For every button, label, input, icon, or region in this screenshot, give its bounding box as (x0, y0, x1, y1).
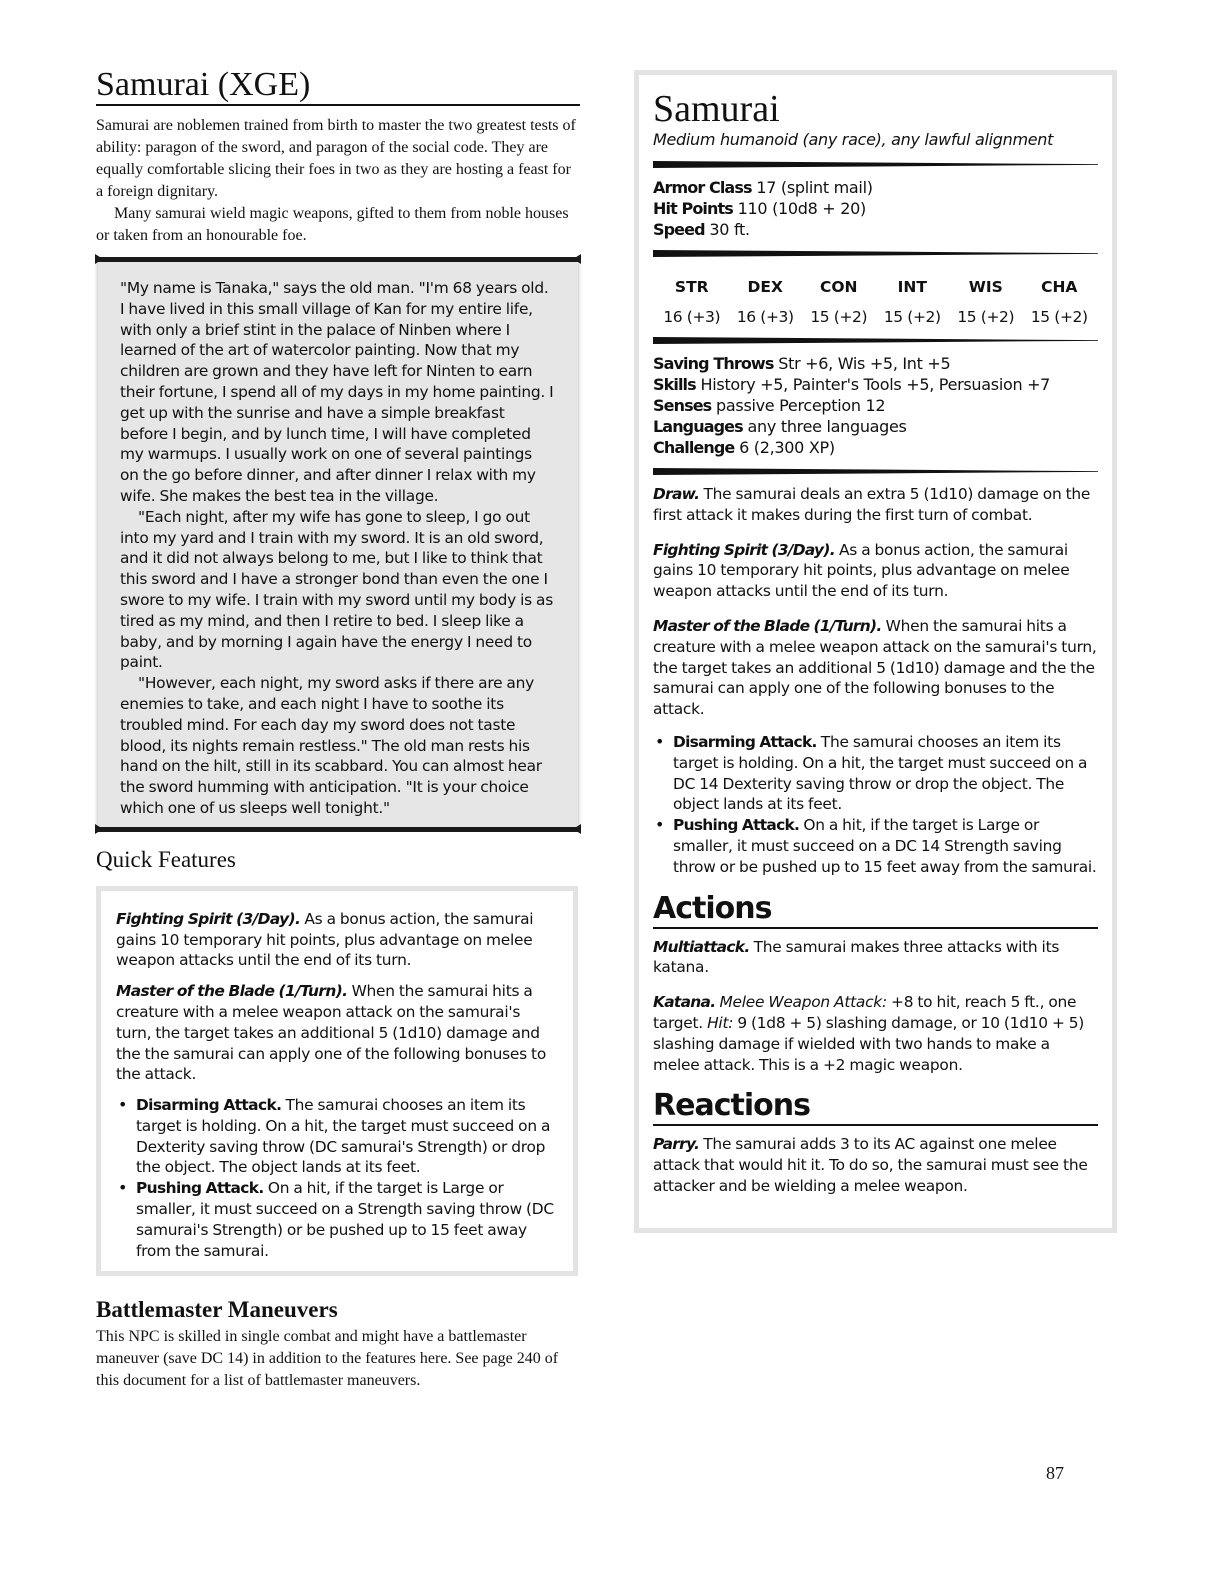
bullet-text: The samurai chooses an item its target is holding. On a hit, the target must succeed on a Dexterity saving throw (DC samurai's Strength) or drop the object. The object lands at its feet. (136, 1096, 551, 1177)
list-item-pushing-attack (653, 815, 1098, 877)
ability-score: 15 (+2) (1030, 308, 1088, 326)
ability-name: STR (674, 278, 709, 296)
stat-label: Speed (653, 220, 705, 239)
quote-paragraph: "However, each night, my sword asks if there are any enemies to take, and each night I have to soothe its troubled mind. For each day my sword does not taste blood, its nights remain restless." The old man rests his hand on the hilt, still in its scabbard. You can almost hear the sword humming with anticipation. "It is your choice which one of us sleeps well tonight." (120, 674, 542, 817)
stat-block (634, 70, 1117, 1233)
intro-text (96, 115, 580, 247)
ability-name: CON (819, 278, 858, 296)
list-item-disarming-attack (116, 1095, 555, 1178)
ability-name: WIS (968, 278, 1003, 296)
stat-label: Hit Points (653, 199, 733, 218)
trait-name: Fighting Spirit (3/Day). (653, 540, 835, 559)
feature-master-of-the-blade (116, 981, 555, 1085)
ability-score: 15 (+2) (883, 308, 941, 326)
action-text: The samurai makes three attacks with its katana. (653, 937, 1060, 977)
ability-score: 16 (+3) (736, 308, 794, 326)
armor-class (653, 177, 1098, 198)
stat-value: any three languages (742, 417, 907, 436)
maneuver-list (116, 1095, 555, 1261)
feature-name: Fighting Spirit (3/Day). (116, 909, 301, 928)
bullet-name: Pushing Attack. (136, 1179, 264, 1198)
action-katana (653, 992, 1098, 1075)
hit-label: Hit: (707, 1013, 734, 1032)
divider (653, 337, 1098, 344)
trait-text: When the samurai hits a creature with a melee weapon attack on the samurai's turn, the target takes an additional 5 (1d10) damage and the the samurai can apply one of the following bonuses to the attack. (653, 616, 1097, 719)
stat-label: Languages (653, 417, 743, 436)
reaction-name: Parry. (653, 1135, 700, 1154)
feature-name: Master of the Blade (1/Turn). (116, 982, 348, 1001)
page-title: Samurai (XGE) (96, 66, 580, 106)
reactions-heading: Reactions (653, 1089, 1098, 1126)
action-name: Multiattack. (653, 937, 750, 956)
senses (653, 395, 1098, 416)
stat-label: Challenge (653, 438, 735, 457)
trait-fighting-spirit (653, 540, 1098, 602)
divider (653, 250, 1098, 257)
divider (653, 161, 1098, 168)
stat-value: Str +6, Wis +5, Int +5 (773, 354, 951, 373)
ability-score: 15 (+2) (957, 308, 1015, 326)
quote-body (98, 262, 578, 827)
actions-heading: Actions (653, 892, 1098, 929)
trait-name: Draw. (653, 485, 700, 503)
stat-value: 110 (10d8 + 20) (732, 199, 866, 218)
bullet-name: Disarming Attack. (136, 1096, 282, 1115)
trait-text: The samurai deals an extra 5 (1d10) damage on the first attack it makes during the first turn of combat. (653, 485, 1091, 524)
bullet-name: Pushing Attack. (673, 816, 800, 835)
creature-type: Medium humanoid (any race), any lawful alignment (653, 130, 1054, 149)
attack-type: Melee Weapon Attack: (715, 993, 887, 1012)
quote-paragraph: "Each night, after my wife has gone to sleep, I go out into my yard and I train with my sword. It is an old sword, and it did not always belong to me, but I like to think that this sword and I have a stronger bond than even the one I swore to my wife. I train with my sword until my body is as tired as my mind, and then I retire to bed. I sleep like a baby, and by morning I again have the energy I need to paint. (120, 507, 553, 672)
ability-int (876, 277, 950, 327)
trait-text: As a bonus action, the samurai gains 10 temporary hit points, plus advantage on melee weapon attacks until the end of its turn. (653, 540, 1070, 601)
quick-features-heading: Quick Features (96, 846, 236, 872)
action-text: 9 (1d8 + 5) slashing damage, or 10 (1d10 + 5) slashing damage if wielded with two hands to make a melee attack. This is a +2 magic weapon. (653, 1013, 1085, 1074)
stat-value: 30 ft. (704, 220, 750, 239)
ability-wis (949, 277, 1023, 327)
intro-paragraph: Samurai are noblemen trained from birth to master the two greatest tests of ability: paragon of the sword, and paragon of the social code. They are equally comfortable slicing their foes in two as they are hosting a feast for a foreign dignitary. (96, 117, 576, 200)
reaction-text: The samurai adds 3 to its AC against one melee attack that would hit it. To do so, the samurai must see the attacker and be wielding a melee weapon. (653, 1135, 1088, 1195)
feature-fighting-spirit (116, 909, 555, 971)
quote-bottom-bar (96, 827, 580, 832)
list-item-pushing-attack (116, 1178, 555, 1261)
quote-top-bar (96, 257, 580, 262)
stat-label: Senses (653, 396, 712, 415)
bullet-text: On a hit, if the target is Large or smaller, it must succeed on a Strength saving throw (DC samurai's Strength) or be pushed up to 15 feet away from the samurai. (136, 1179, 554, 1260)
ability-scores (653, 277, 1098, 327)
stat-value: 17 (splint mail) (751, 178, 873, 197)
feature-text: When the samurai hits a creature with a melee weapon attack on the samurai's turn, the target takes an additional 5 (1d10) damage and the the samurai can apply one of the following bonuses to the attack. (116, 982, 546, 1084)
ability-score: 16 (+3) (663, 308, 721, 326)
challenge (653, 437, 1098, 458)
list-item-disarming-attack (653, 732, 1098, 815)
speed (653, 219, 1098, 240)
ability-name: DEX (747, 278, 783, 296)
bullet-text: On a hit, if the target is Large or smaller, it must succeed on a DC 14 Strength saving throw or be pushed up to 15 feet away from the samurai. (673, 816, 1097, 876)
action-name: Katana. (653, 993, 716, 1012)
action-multiattack (653, 937, 1098, 979)
stat-label: Armor Class (653, 178, 752, 197)
stat-value: 6 (2,300 XP) (734, 438, 835, 457)
stat-label: Skills (653, 375, 696, 394)
maneuver-list (653, 732, 1098, 878)
ability-name: CHA (1041, 278, 1078, 296)
ability-name: INT (897, 278, 927, 296)
trait-master-of-the-blade (653, 616, 1098, 720)
creature-name: Samurai (653, 88, 780, 130)
stat-label: Saving Throws (653, 354, 774, 373)
saving-throws (653, 353, 1098, 374)
action-text: +8 to hit, reach 5 ft., one target. (653, 993, 1077, 1032)
stat-value: History +5, Painter's Tools +5, Persuasion +7 (695, 375, 1051, 394)
quote-paragraph: "My name is Tanaka," says the old man. "I'm 68 years old. I have lived in this small village of Kan for my entire life, with only a brief stint in the palace of Ninben where I learned of the art of watercolor painting. Now that my children are grown and they have left for Ninten to earn their fortune, I spend all of my days in my home painting. I get up with the sunrise and have a simple breakfast before I begin, and by lunch time, I will have completed my warmups. I usually work on one of several paintings on the go before dinner, and after dinner I relax with my wife. She makes the best tea in the village. (120, 279, 554, 505)
divider (653, 468, 1098, 475)
bullet-text: The samurai chooses an item its target is holding. On a hit, the target must succeed on a DC 14 Dexterity saving throw or drop the object. The object lands at its feet. (673, 732, 1088, 814)
battlemaster-text: This NPC is skilled in single combat and might have a battlemaster maneuver (save DC 14) in addition to the features here. See page 240 of this document for a list of battlemaster maneuvers. (96, 1328, 559, 1390)
page-number: 87 (1046, 1463, 1064, 1483)
battlemaster-heading: Battlemaster Maneuvers (96, 1297, 338, 1323)
languages (653, 416, 1098, 437)
hit-points (653, 198, 1098, 219)
ability-score: 15 (+2) (810, 308, 868, 326)
bullet-name: Disarming Attack. (673, 732, 817, 751)
intro-paragraph: Many samurai wield magic weapons, gifted to them from noble houses or taken from an honourable foe. (96, 205, 569, 244)
trait-draw (653, 484, 1098, 526)
left-column (96, 66, 580, 1392)
skills (653, 374, 1098, 395)
reaction-parry (653, 1134, 1098, 1196)
trait-name: Master of the Blade (1/Turn). (653, 616, 882, 635)
quick-features-box (96, 886, 578, 1277)
flavor-quote-box (96, 257, 580, 832)
ability-dex (729, 277, 803, 327)
feature-text: As a bonus action, the samurai gains 10 temporary hit points, plus advantage on melee weapon attacks until the end of its turn. (116, 909, 534, 970)
stat-value: passive Perception 12 (711, 396, 886, 415)
ability-str (655, 277, 729, 327)
ability-con (802, 277, 876, 327)
ability-cha (1023, 277, 1097, 327)
